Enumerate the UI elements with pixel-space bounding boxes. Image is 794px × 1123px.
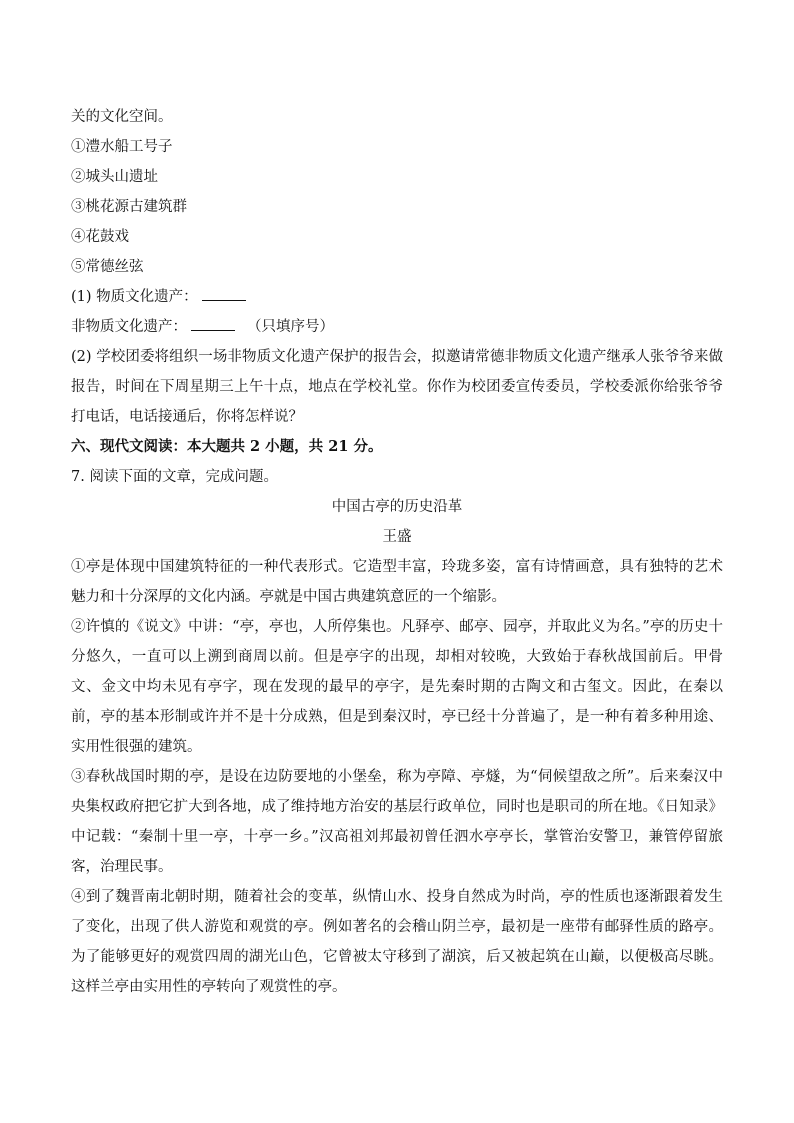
material-label: (1) 物质文化遗产： (71, 289, 198, 305)
option-item-2: ②城头山遗址 (71, 169, 158, 185)
question-1-intangible (71, 312, 723, 342)
article-title: 中国古亭的历史沿革 (331, 499, 463, 515)
fill-hint: （只填序号） (247, 319, 334, 335)
question-7-prompt: 7. 阅读下面的文章，完成问题。 (71, 469, 278, 485)
option-item-1: ①澧水船工号子 (71, 139, 173, 155)
article-paragraph-2: ②许慎的《说文》中讲：“亭，亭也，人所停集也。凡驿亭、邮亭、园亭，并取此义为名。”亭的历史十分悠久，一直可以上溯到商周以前。但是亭字的出现，却相对较晚，大致始于春秋战国前后。甲骨文、金文中均未见有亭字，现在发现的最早的亭字，是先秦时期的古陶文和古玺文。因此，在秦以前，亭的基本形制或许并不是十分成熟，但是到秦汉时，亭已经十分普遍了，是一种有着多种用途、实用性很强的建筑。 (71, 619, 723, 755)
article-paragraph-3: ③春秋战国时期的亭，是设在边防要地的小堡垒，称为亭障、亭燧，为“伺候望敌之所”。后来秦汉中央集权政府把它扩大到各地，成了维持地方治安的基层行政单位，同时也是职司的所在地。《日知录》中记载：“秦制十里一亭，十亭一乡。”汉高祖刘邦最初曾任泗水亭亭长，掌管治安警卫，兼管停留旅客，治理民事。 (71, 769, 723, 875)
material-answer-blank[interactable] (202, 284, 246, 301)
page-content (71, 102, 723, 1002)
question-1-material (71, 282, 723, 312)
option-item-4: ④花鼓戏 (71, 229, 129, 245)
option-item-5: ⑤常德丝弦 (71, 259, 144, 275)
question-2-text: (2) 学校团委将组织一场非物质文化遗产保护的报告会，拟邀请常德非物质文化遗产继承人张爷爷来做报告，时间在下周星期三上午十点，地点在学校礼堂。你作为校团委宣传委员，学校委派你给张爷爷打电话，电话接通后，你将怎样说？ (71, 349, 723, 425)
article-author: 王盛 (382, 529, 412, 545)
article-paragraph-4: ④到了魏晋南北朝时期，随着社会的变革，纵情山水、投身自然成为时尚，亭的性质也逐渐跟着发生了变化，出现了供人游览和观赏的亭。例如著名的会稽山阴兰亭，最初是一座带有邮驿性质的路亭。为了能够更好的观赏四周的湖光山色，它曾被太守移到了湖滨，后又被起筑在山巅，以便极高尽眺。这样兰亭由实用性的亭转向了观赏性的亭。 (71, 889, 723, 995)
section-heading: 六、现代文阅读：本大题共 2 小题，共 21 分。 (71, 438, 383, 455)
intangible-answer-blank[interactable] (191, 314, 235, 331)
option-item-3: ③桃花源古建筑群 (71, 199, 187, 215)
intangible-label: 非物质文化遗产： (71, 319, 187, 335)
continued-text: 关的文化空间。 (71, 109, 173, 125)
article-paragraph-1: ①亭是体现中国建筑特征的一种代表形式。它造型丰富，玲珑多姿，富有诗情画意，具有独特的艺术魅力和十分深厚的文化内涵。亭就是中国古典建筑意匠的一个缩影。 (71, 559, 723, 605)
